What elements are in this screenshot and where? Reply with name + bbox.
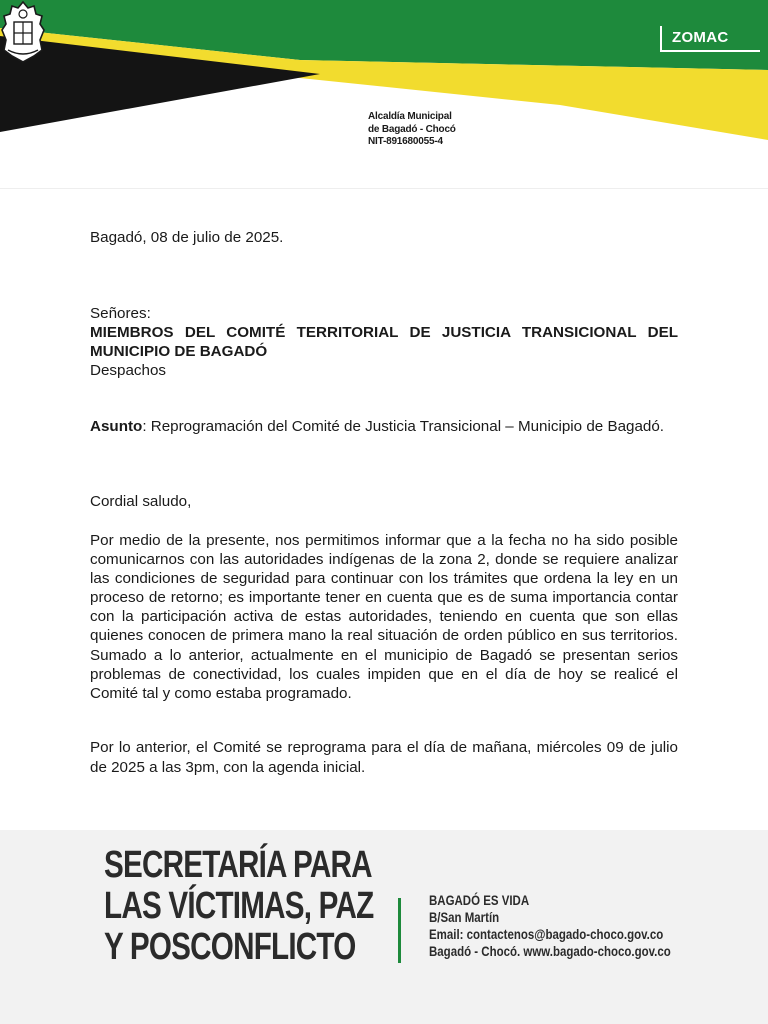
zomac-badge: ZOMAC <box>660 26 760 52</box>
contact-block <box>429 892 671 960</box>
greeting: Cordial saludo, <box>90 493 192 510</box>
secretariat-line-3: Y POSCONFLICTO <box>104 926 356 968</box>
recipient-block <box>90 304 678 380</box>
body-paragraph-2: Por lo anterior, el Comité se reprograma para el día de mañana, miércoles 09 de julio de 2025 a las 3pm, con la agenda inicial. <box>90 739 678 776</box>
secretariat-title <box>104 845 373 968</box>
recipient-department: Despachos <box>90 362 166 379</box>
email: Email: contactenos@bagado-choco.gov.co <box>429 926 664 942</box>
letterhead <box>0 0 768 190</box>
secretariat-line-1: SECRETARÍA PARA <box>104 844 372 886</box>
body-paragraph-1: Por medio de la presente, nos permitimos informar que a la fecha no ha sido posible comunicarnos con las autoridades indígenas de la zona 2, donde se requiere analizar las condiciones de seguridad para continuar con los trámites que ordena la ley en un proceso de retorno; es importante tener en cuenta que es de suma importancia contar con la participación activa de estas autoridades, teniendo en cuenta que son ellas quienes conocen de primera mano la real situación de orden público en sus territorios. Sumado a lo anterior, actualmente en el municipio de Bagadó se presentan serios problemas de conectividad, los cuales impiden que en el día de hoy se realicé el Comité tal y como estaba programado. <box>90 532 678 702</box>
address: B/San Martín <box>429 909 500 925</box>
logo-line-2: de Bagadó - Chocó <box>368 123 456 135</box>
logo-nit: NIT-891680055-4 <box>368 136 443 147</box>
logo-line-1: Alcaldía Municipal <box>368 111 452 122</box>
salutation-label: Señores: <box>90 305 151 322</box>
header-divider <box>0 188 768 189</box>
flag-banner <box>0 0 768 190</box>
subject-line <box>90 417 678 437</box>
footer-divider <box>398 898 401 963</box>
recipient-line-1: MIEMBROS DEL COMITÉ TERRITORIAL DE JUSTICIA TRANSICIONAL DEL <box>90 324 678 341</box>
subject-text: : Reprogramación del Comité de Justicia Transicional – Municipio de Bagadó. <box>142 418 665 435</box>
municipal-crest-icon <box>0 0 46 64</box>
secretariat-line-2: LAS VÍCTIMAS, PAZ <box>104 885 374 927</box>
recipient-line-2: MUNICIPIO DE BAGADÓ <box>90 343 268 360</box>
website: Bagadó - Chocó. www.bagado-choco.gov.co <box>429 943 671 959</box>
subject-label: Asunto <box>90 418 143 435</box>
letter-date: Bagadó, 08 de julio de 2025. <box>90 229 284 246</box>
letter-footer <box>0 830 768 1024</box>
slogan: BAGADÓ ES VIDA <box>429 892 530 908</box>
municipality-logo-text <box>368 111 456 149</box>
